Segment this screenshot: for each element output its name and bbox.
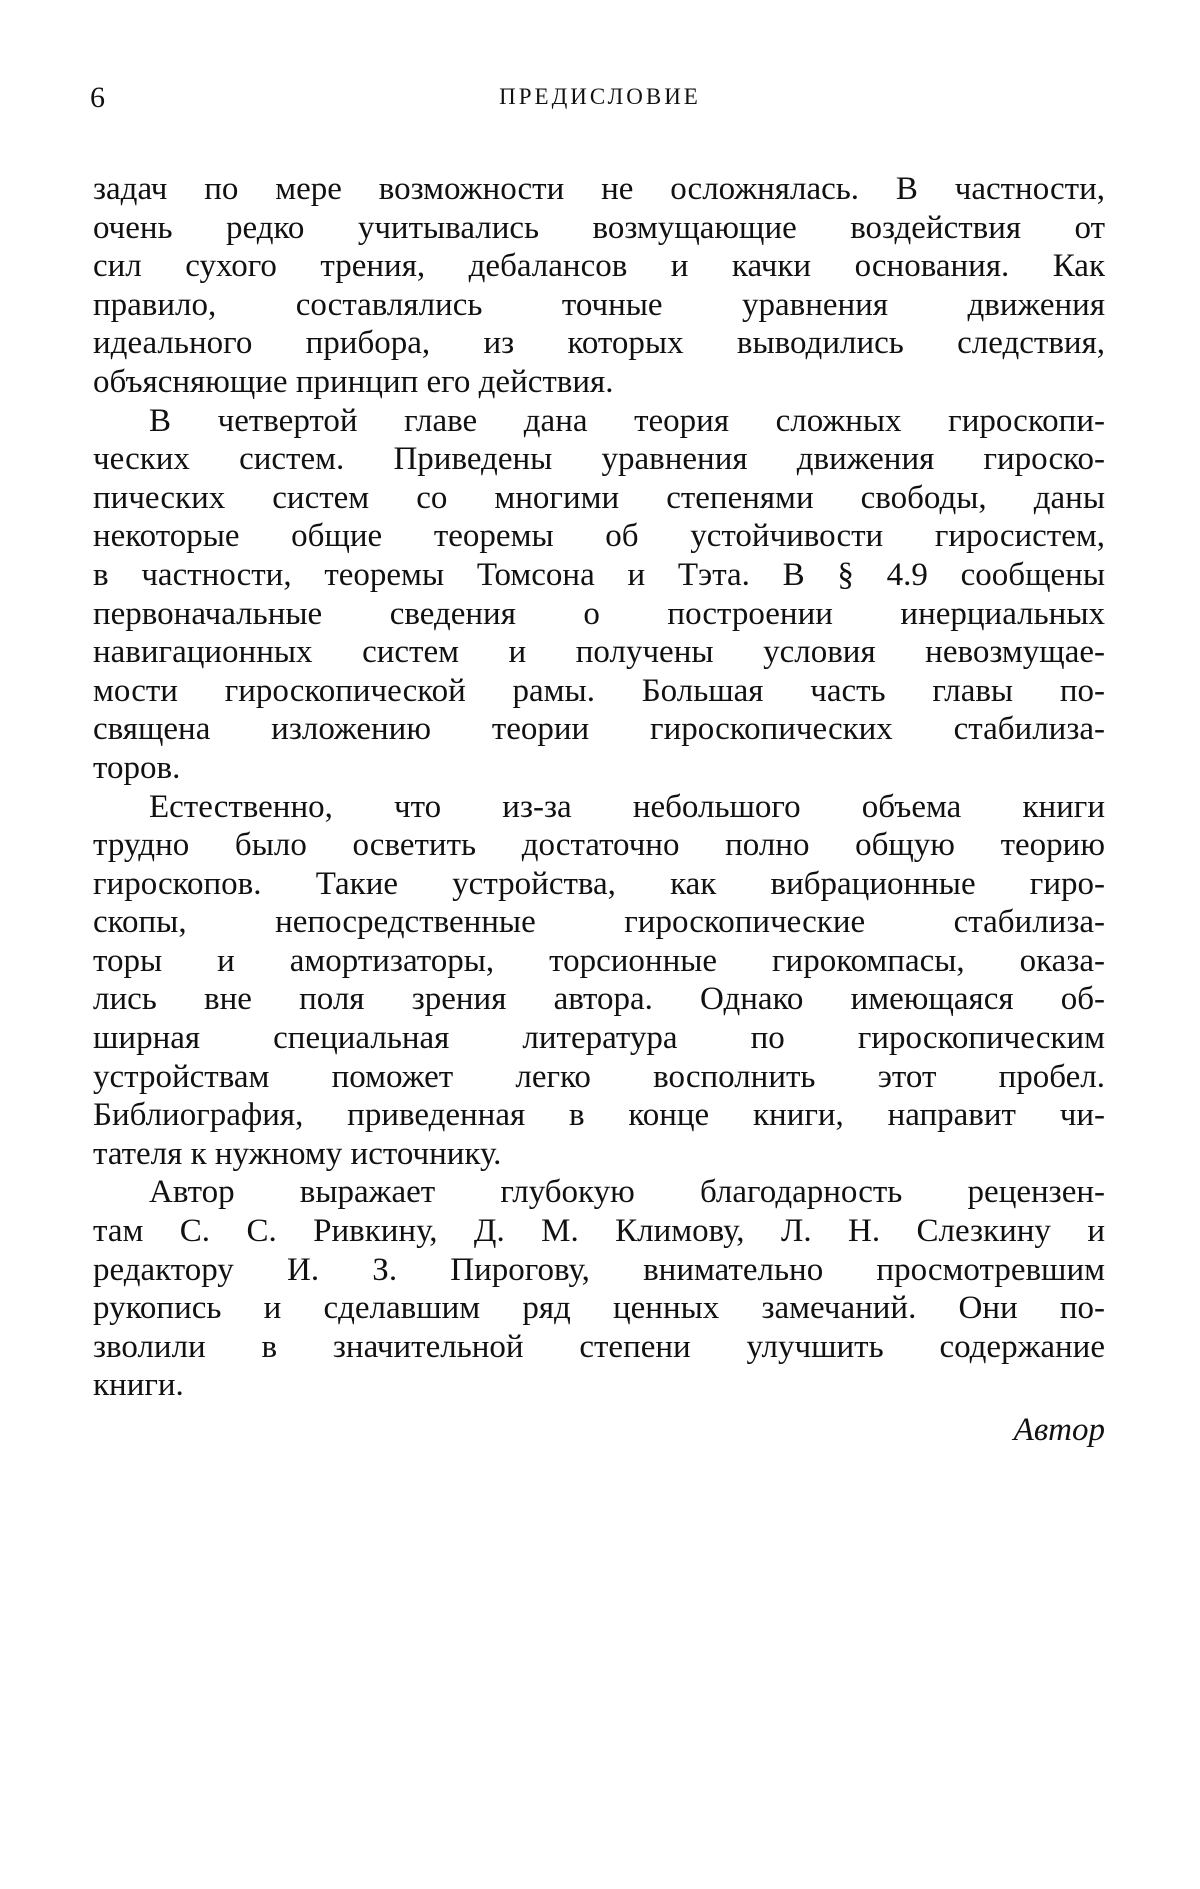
text-line: первоначальные сведения о построении инерциальных xyxy=(93,595,1105,632)
body-text xyxy=(93,170,1105,1405)
text-line: Естественно, что из-за небольшого объема книги xyxy=(149,788,1105,825)
paragraph xyxy=(93,402,1105,788)
text-line: в частности, теоремы Томсона и Тэта. В § 4.9 сообщены xyxy=(93,556,1105,593)
text-line: ческих систем. Приведены уравнения движения гироско- xyxy=(93,441,1105,478)
text-line: В четвертой главе дана теория сложных гироскопи- xyxy=(149,402,1105,439)
text-line: объясняющие принцип его действия. xyxy=(93,363,614,400)
text-line: редактору И. З. Пирогову, внимательно просмотревшим xyxy=(93,1251,1105,1288)
text-line: гироскопов. Такие устройства, как вибрационные гиро- xyxy=(93,865,1105,902)
text-line: некоторые общие теоремы об устойчивости гиросистем, xyxy=(93,518,1105,555)
paragraph xyxy=(93,1173,1105,1405)
text-line: сил сухого трения, дебалансов и качки основания. Как xyxy=(93,248,1105,285)
text-line: священа изложению теории гироскопических стабилиза- xyxy=(93,711,1105,748)
text-line: рукопись и сделавшим ряд ценных замечаний. Они по- xyxy=(93,1290,1105,1327)
text-line: пических систем со многими степенями свободы, даны xyxy=(93,479,1105,516)
text-line: ширная специальная литература по гироскопическим xyxy=(93,1020,1105,1057)
text-line: лись вне поля зрения автора. Однако имеющаяся об- xyxy=(93,981,1105,1018)
text-line: правило, составлялись точные уравнения движения xyxy=(93,286,1105,323)
text-line: зволили в значительной степени улучшить содержание xyxy=(93,1328,1105,1365)
text-line: идеального прибора, из которых выводились следствия, xyxy=(93,325,1105,362)
text-line: торов. xyxy=(93,749,181,786)
text-line: очень редко учитывались возмущающие воздействия от xyxy=(93,209,1105,246)
text-line: навигационных систем и получены условия невозмущае- xyxy=(93,634,1105,671)
text-line: торы и амортизаторы, торсионные гирокомпасы, оказа- xyxy=(93,942,1105,979)
text-line: скопы, непосредственные гироскопические стабилиза- xyxy=(93,904,1105,941)
text-line: Библиография, приведенная в конце книги, направит чи- xyxy=(93,1097,1105,1134)
page-number: 6 xyxy=(90,81,105,114)
text-line: книги. xyxy=(93,1367,184,1404)
paragraph xyxy=(93,788,1105,1174)
text-line: задач по мере возможности не осложнялась. В частности, xyxy=(93,171,1105,207)
text-line: Автор выражает глубокую благодарность рецензен- xyxy=(149,1174,1105,1211)
author-signature: Автор xyxy=(1013,1412,1105,1448)
text-line: устройствам поможет легко восполнить этот пробел. xyxy=(93,1058,1105,1095)
text-line: там С. С. Ривкину, Д. М. Климову, Л. Н. Слезкину и xyxy=(93,1213,1105,1250)
text-line: тателя к нужному источнику. xyxy=(93,1135,502,1172)
paragraph xyxy=(93,170,1105,402)
running-head: ПРЕДИСЛОВИЕ xyxy=(499,84,701,109)
text-line: мости гироскопической рамы. Большая часть главы по- xyxy=(93,672,1105,709)
text-line: трудно было осветить достаточно полно общую теорию xyxy=(93,827,1105,864)
